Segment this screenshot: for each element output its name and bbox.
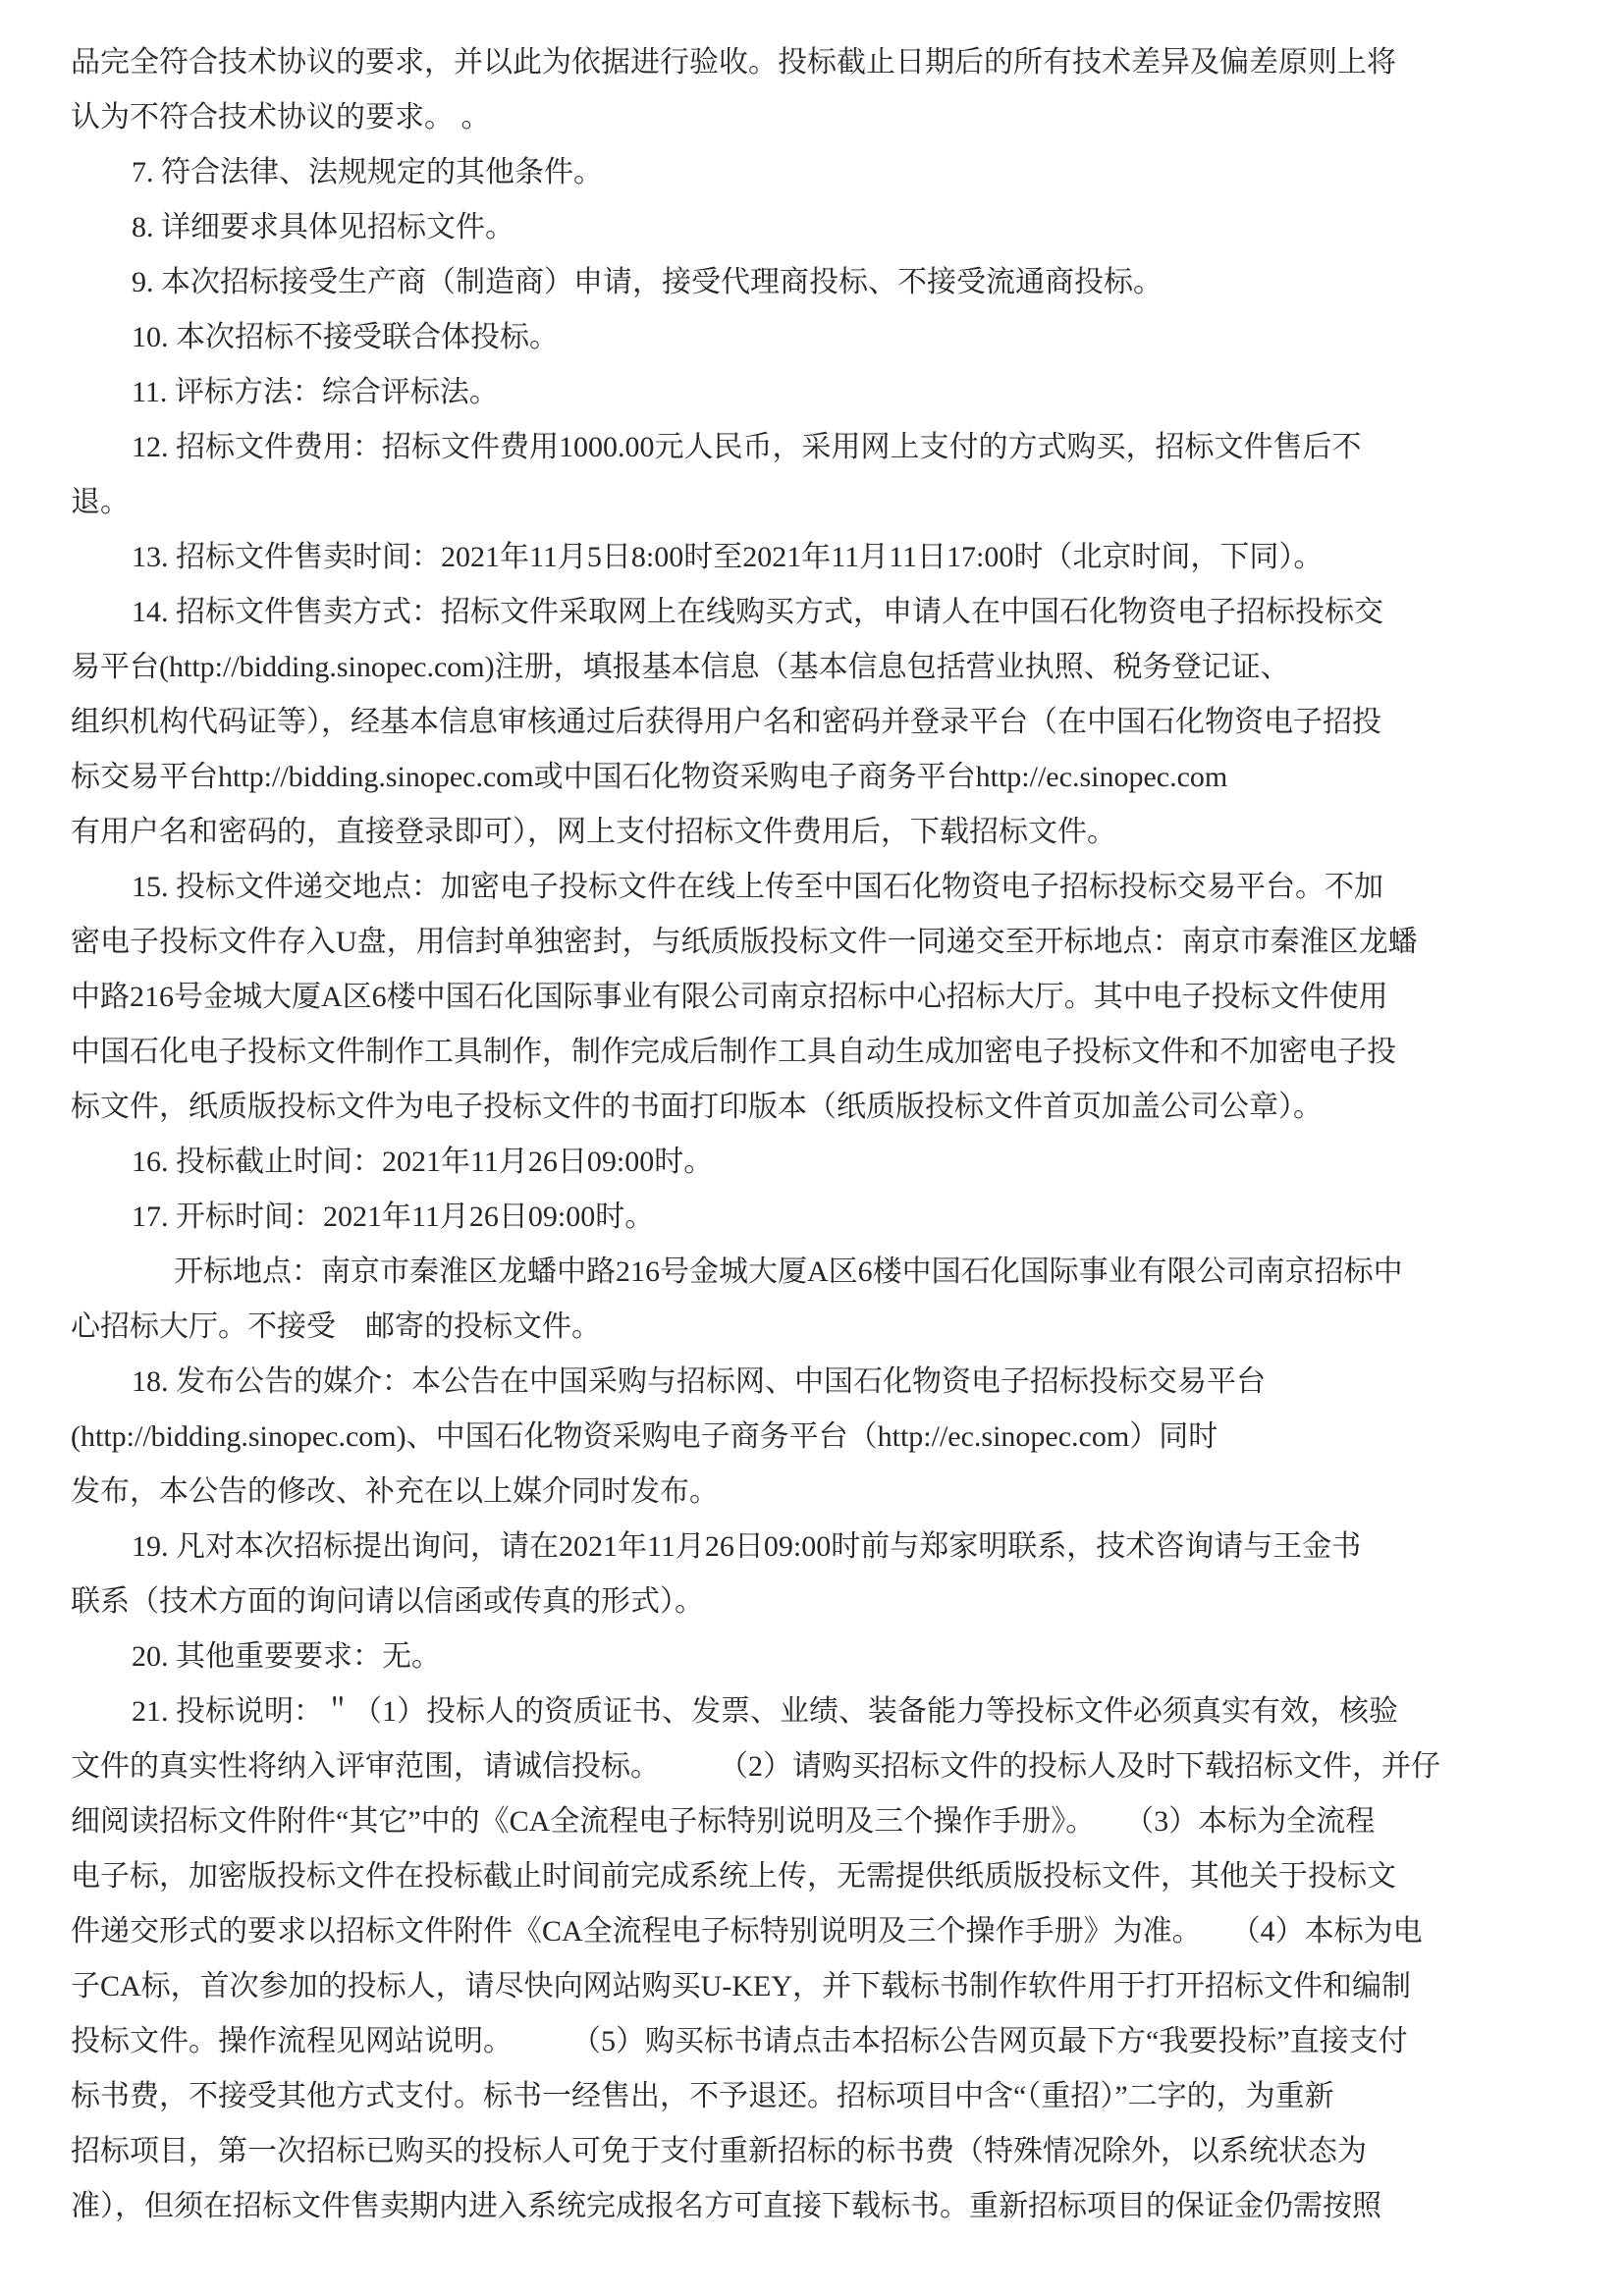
doc-line: 标文件，纸质版投标文件为电子投标文件的书面打印版本（纸质版投标文件首页加盖公司公章）。 <box>71 1091 1323 1123</box>
doc-line: 10. 本次招标不接受联合体投标。 <box>132 321 559 353</box>
doc-line: 退。 <box>71 486 130 518</box>
doc-line: 投标文件。操作流程见网站说明。 （5）购买标书请点击本招标公告网页最下方“我要投标”直接支付 <box>71 2025 1408 2057</box>
doc-line: 13. 招标文件售卖时间：2021年11月5日8:00时至2021年11月11日17:00时（北京时间，下同）。 <box>132 541 1324 573</box>
doc-line: 14. 招标文件售卖方式：招标文件采取网上在线购买方式，申请人在中国石化物资电子招标投标交 <box>132 596 1383 628</box>
doc-line: 18. 发布公告的媒介：本公告在中国采购与招标网、中国石化物资电子招标投标交易平台 <box>132 1365 1266 1398</box>
doc-line: 19. 凡对本次招标提出询问，请在2021年11月26日09:00时前与郑家明联系，技术咨询请与王金书 <box>132 1530 1362 1563</box>
doc-line: 15. 投标文件递交地点：加密电子投标文件在线上传至中国石化物资电子招标投标交易平台。不加 <box>132 871 1383 903</box>
doc-line: 中国石化电子投标文件制作工具制作，制作完成后制作工具自动生成加密电子投标文件和不加密电子投 <box>71 1036 1396 1068</box>
doc-line: 16. 投标截止时间：2021年11月26日09:00时。 <box>132 1146 714 1178</box>
doc-line: 认为不符合技术协议的要求。 。 <box>71 101 491 133</box>
doc-line: 准），但须在招标文件售卖期内进入系统完成报名方可直接下载标书。重新招标项目的保证金仍需按照 <box>71 2190 1381 2222</box>
doc-line: 电子标，加密版投标文件在投标截止时间前完成系统上传，无需提供纸质版投标文件，其他关于投标文 <box>71 1860 1396 1893</box>
doc-line: 11. 评标方法：综合评标法。 <box>132 376 499 408</box>
doc-line: 发布，本公告的修改、补充在以上媒介同时发布。 <box>71 1475 719 1508</box>
document-text-block <box>71 35 1543 2234</box>
doc-line: (http://bidding.sinopec.com)、中国石化物资采购电子商务平台（http://ec.sinopec.com）同时 <box>71 1420 1218 1453</box>
doc-line: 心招标大厅。不接受 邮寄的投标文件。 <box>71 1310 601 1343</box>
doc-line: 文件的真实性将纳入评审范围，请诚信投标。 （2）请购买招标文件的投标人及时下载招标文件，并仔 <box>71 1750 1440 1783</box>
doc-line: 密电子投标文件存入U盘，用信封单独密封，与纸质版投标文件一同递交至开标地点：南京市秦淮区龙蟠 <box>71 926 1418 958</box>
doc-line: 有用户名和密码的，直接登录即可），网上支付招标文件费用后，下载招标文件。 <box>71 816 1116 848</box>
doc-line: 17. 开标时间：2021年11月26日09:00时。 <box>132 1201 655 1233</box>
doc-line: 子CA标，首次参加的投标人，请尽快向网站购买U-KEY，并下载标书制作软件用于打开招标文件和编制 <box>71 1970 1411 2002</box>
doc-line: 开标地点：南京市秦淮区龙蟠中路216号金城大厦A区6楼中国石化国际事业有限公司南京招标中 <box>174 1255 1403 1288</box>
doc-line: 件递交形式的要求以招标文件附件《CA全流程电子标特别说明及三个操作手册》为准。 （4）本标为电 <box>71 1915 1423 1948</box>
doc-line: 联系（技术方面的询问请以信函或传真的形式）。 <box>71 1585 704 1618</box>
doc-line: 易平台(http://bidding.sinopec.com)注册，填报基本信息（基本信息包括营业执照、税务登记证、 <box>71 651 1290 683</box>
doc-line: 招标项目，第一次招标已购买的投标人可免于支付重新招标的标书费（特殊情况除外，以系统状态为 <box>71 2135 1367 2167</box>
doc-line: 细阅读招标文件附件“其它”中的《CA全流程电子标特别说明及三个操作手册》。 （3）本标为全流程 <box>71 1805 1376 1838</box>
doc-line: 7. 符合法律、法规规定的其他条件。 <box>132 156 603 188</box>
doc-line: 组织机构代码证等），经基本信息审核通过后获得用户名和密码并登录平台（在中国石化物资电子招投 <box>71 706 1381 738</box>
doc-line: 20. 其他重要要求：无。 <box>132 1640 441 1673</box>
doc-line: 中路216号金城大厦A区6楼中国石化国际事业有限公司南京招标中心招标大厅。其中电子投标文件使用 <box>71 981 1388 1013</box>
doc-line: 品完全符合技术协议的要求，并以此为依据进行验收。投标截止日期后的所有技术差异及偏差原则上将 <box>71 46 1396 79</box>
doc-line: 8. 详细要求具体见招标文件。 <box>132 211 514 243</box>
doc-line: 标交易平台http://bidding.sinopec.com或中国石化物资采购电子商务平台http://ec.sinopec.com <box>71 761 1228 793</box>
doc-line: 12. 招标文件费用：招标文件费用1000.00元人民币，采用网上支付的方式购买，招标文件售后不 <box>132 431 1362 463</box>
doc-line: 21. 投标说明：＂（1）投标人的资质证书、发票、业绩、装备能力等投标文件必须真实有效，核验 <box>132 1695 1398 1728</box>
doc-line: 9. 本次招标接受生产商（制造商）申请，接受代理商投标、不接受流通商投标。 <box>132 266 1163 298</box>
doc-line: 标书费，不接受其他方式支付。标书一经售出，不予退还。招标项目中含“（重招）”二字的，为重新 <box>71 2080 1334 2112</box>
